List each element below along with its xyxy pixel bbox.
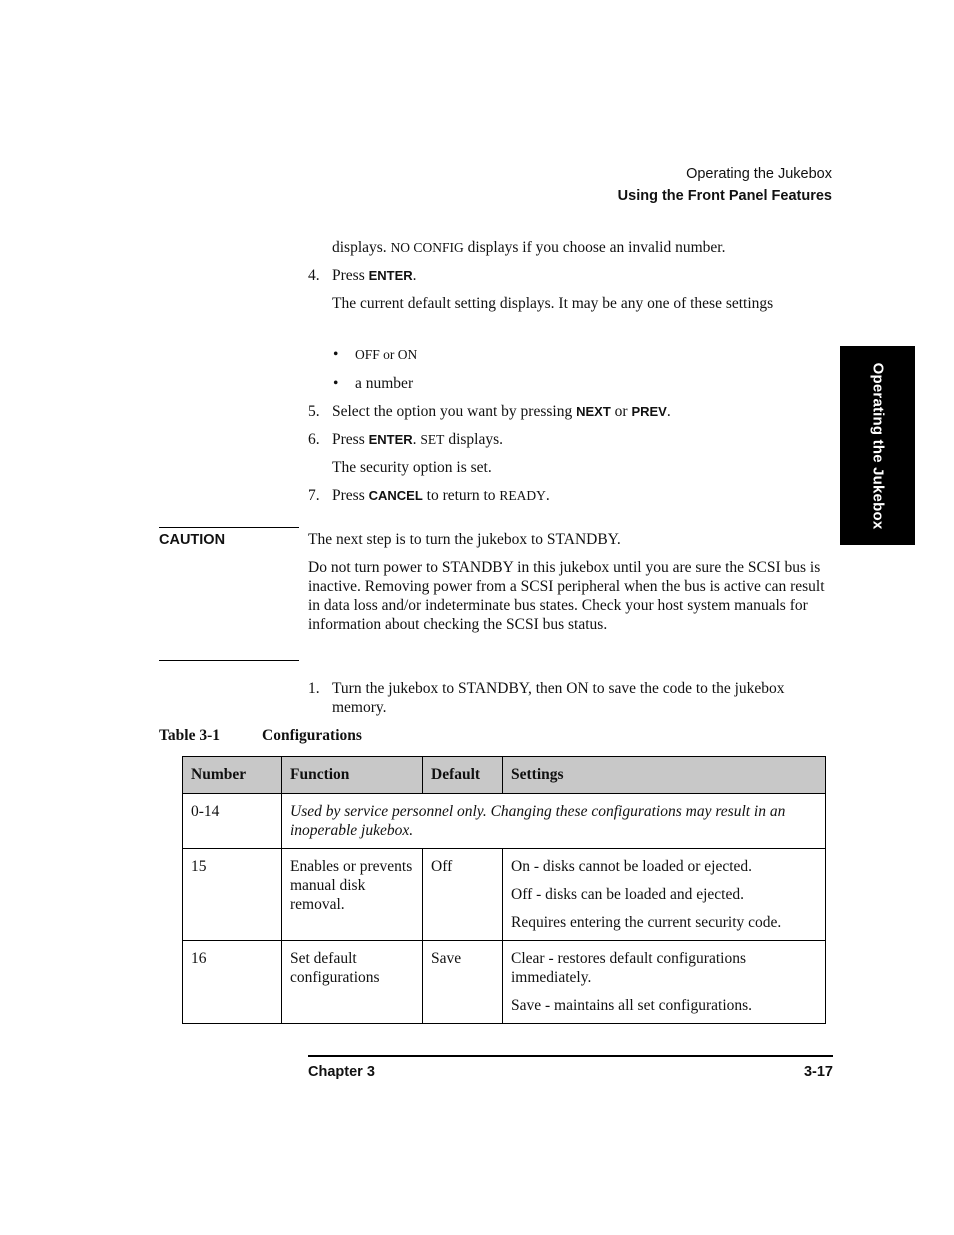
setting-line: Save - maintains all set configurations. xyxy=(511,997,753,1014)
cell-note: Used by service personnel only. Changing these configurations may result in an inoperable jukebox. xyxy=(282,794,826,849)
cell-function: Set default configurations xyxy=(282,941,423,1024)
bullet-item: a number xyxy=(355,375,414,392)
text-run: displays. xyxy=(444,431,503,448)
table-caption-number: Table 3-1 xyxy=(159,727,221,744)
text-run: . xyxy=(412,431,421,448)
step-number: 7. xyxy=(308,487,320,504)
text-run: or xyxy=(379,347,398,362)
caution-paragraph-2: Do not turn power to STANDBY in this jukebox until you are sure the SCSI bus is inactive. Removing power from a SCSI peripheral when the bus is active can result in data loss and/or indeterminate bus states. Check your host system manuals for information about checking the SCSI bus status. xyxy=(308,559,825,633)
caution-bottom-rule xyxy=(159,660,299,661)
step-4-text xyxy=(332,266,802,285)
step-6-detail: The security option is set. xyxy=(332,459,492,476)
step-6-text xyxy=(332,430,802,449)
cell-settings xyxy=(503,849,826,941)
running-header-chapter: Operating the Jukebox xyxy=(686,166,832,182)
configurations-table xyxy=(182,756,826,1024)
display-message: SET xyxy=(420,432,445,447)
setting-line: Clear - restores default configurations immediately. xyxy=(511,950,746,986)
text-run: displays if you choose an invalid number. xyxy=(463,239,726,256)
footer-chapter: Chapter 3 xyxy=(308,1064,375,1080)
caution-paragraph-1: The next step is to turn the jukebox to STANDBY. xyxy=(308,531,621,548)
step-number: 6. xyxy=(308,431,320,448)
setting-line: Requires entering the current security code. xyxy=(511,914,782,931)
text-run: Select the option you want by pressing xyxy=(332,403,577,420)
step-1-text: Turn the jukebox to STANDBY, then ON to save the code to the jukebox memory. xyxy=(332,680,785,716)
setting-line: Off - disks can be loaded and ejected. xyxy=(511,886,744,903)
caution-top-rule xyxy=(159,527,299,528)
step-5-text xyxy=(332,402,802,421)
key-name: ENTER xyxy=(368,432,413,447)
text-run: to return to xyxy=(422,487,500,504)
cell-function: Enables or prevents manual disk removal. xyxy=(282,849,423,941)
column-header: Function xyxy=(282,757,423,794)
key-name: CANCEL xyxy=(368,488,423,503)
text-run: Press xyxy=(332,487,369,504)
table-row xyxy=(183,849,826,941)
step-7-text xyxy=(332,486,802,505)
cell-default: Off xyxy=(423,849,503,941)
bullet-mark: • xyxy=(333,346,339,363)
text-run: displays. xyxy=(332,239,391,256)
column-header: Settings xyxy=(503,757,826,794)
text-run: or xyxy=(610,403,632,420)
display-message: NO CONFIG xyxy=(390,240,464,255)
text-run: Press xyxy=(332,431,369,448)
display-message: ON xyxy=(397,347,418,362)
display-message: OFF xyxy=(355,347,380,362)
footer-rule xyxy=(308,1055,833,1057)
setting-line: On - disks cannot be loaded or ejected. xyxy=(511,858,753,875)
step-continuation xyxy=(332,238,802,257)
cell-number: 0-14 xyxy=(183,794,282,849)
text-run: . xyxy=(545,487,550,504)
text-run: . xyxy=(412,267,417,284)
column-header: Default xyxy=(423,757,503,794)
step-4-detail: The current default setting displays. It may be any one of these settings xyxy=(332,295,774,312)
bullet-item xyxy=(355,345,417,364)
side-tab-label: Operating the Jukebox xyxy=(869,362,886,529)
cell-default: Save xyxy=(423,941,503,1024)
side-tab xyxy=(840,346,915,545)
table-header-row xyxy=(183,757,826,794)
table-row xyxy=(183,941,826,1024)
table-caption-title: Configurations xyxy=(262,727,362,744)
bullet-mark: • xyxy=(333,375,339,392)
key-name: NEXT xyxy=(576,404,611,419)
caution-label: CAUTION xyxy=(159,532,226,548)
column-header: Number xyxy=(183,757,282,794)
text-run: . xyxy=(666,403,671,420)
step-number: 4. xyxy=(308,267,320,284)
text-run: Press xyxy=(332,267,369,284)
cell-number: 15 xyxy=(183,849,282,941)
step-number: 1. xyxy=(308,680,320,697)
key-name: ENTER xyxy=(368,268,413,283)
table-caption xyxy=(159,727,362,745)
cell-settings xyxy=(503,941,826,1024)
page-number: 3-17 xyxy=(803,1064,833,1080)
cell-number: 16 xyxy=(183,941,282,1024)
step-number: 5. xyxy=(308,403,320,420)
key-name: PREV xyxy=(631,404,667,419)
display-message: READY xyxy=(499,488,546,503)
table-row xyxy=(183,794,826,849)
running-header-section: Using the Front Panel Features xyxy=(617,188,832,204)
